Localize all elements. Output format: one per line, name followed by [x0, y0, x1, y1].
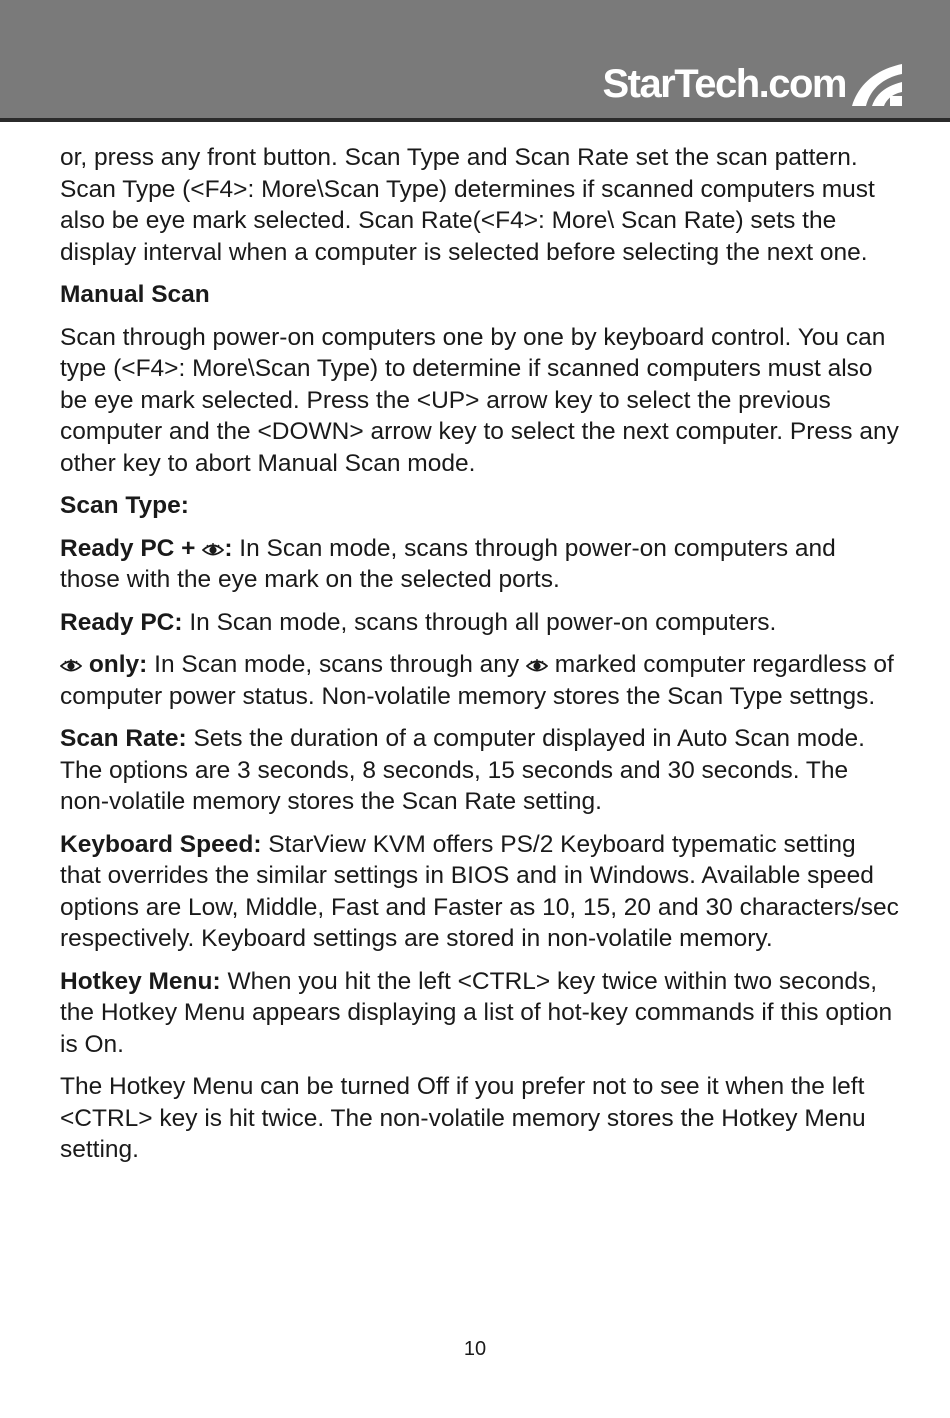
hotkey-menu-label: Hotkey Menu:: [60, 967, 221, 995]
keyboard-speed-paragraph: Keyboard Speed: StarView KVM offers PS/2 Keyboard typematic setting that overrides the similar settings in BIOS and in Windows. Available speed options are Low, Middle, Fast and Faster as 10, 15, 20 and 30 characters/sec respectively. Keyboard settings are stored in non-volatile memory.: [60, 830, 899, 952]
eye-only-label: only:: [60, 651, 147, 678]
ready-pc-eye-label: Ready PC + :: [60, 534, 233, 562]
scan-rate-label: Scan Rate:: [60, 725, 187, 752]
scan-rate-paragraph: Scan Rate: Sets the duration of a computer displayed in Auto Scan mode. The options are 3 seconds, 8 seconds, 15 seconds and 30 seconds. The non-volatile memory stores the Scan Rate setting.: [60, 725, 865, 815]
logo-text: StarTech.com: [602, 62, 846, 106]
logo-swoosh-icon: [848, 62, 904, 106]
ready-pc-eye-paragraph: Ready PC + : In Scan mode, scans through power-on computers and those with the eye mark on the selected ports.: [60, 534, 836, 593]
header-rule: [0, 118, 950, 122]
hotkey-menu-paragraph: Hotkey Menu: When you hit the left <CTRL> key twice within two seconds, the Hotkey Menu appears displaying a list of hot-key commands if this option is On.: [60, 967, 893, 1058]
page-content: [60, 142, 900, 1177]
hotkey-menu-off-paragraph: The Hotkey Menu can be turned Off if you prefer not to see it when the left <CTRL> key is hit twice. The non-volatile memory stores the Hotkey Menu setting.: [60, 1073, 866, 1163]
manual-scan-heading: Manual Scan: [60, 281, 210, 308]
eye-icon: [202, 543, 224, 557]
manual-scan-paragraph: Scan through power-on computers one by one by keyboard control. You can type (<F4>: More\Scan Type) to determine if scanned computers must also be eye mark selected. Press the <UP> arrow key to select the previous computer and the <DOWN> arrow key to select the next computer. Press any other key to abort Manual Scan mode.: [60, 323, 899, 477]
eye-icon: [60, 659, 82, 673]
scan-type-heading: Scan Type:: [60, 492, 189, 519]
ready-pc-paragraph: Ready PC: In Scan mode, scans through all power-on computers.: [60, 608, 777, 636]
keyboard-speed-label: Keyboard Speed:: [60, 830, 262, 858]
ready-pc-label: Ready PC:: [60, 608, 183, 636]
eye-icon: [526, 659, 548, 673]
intro-paragraph: or, press any front button. Scan Type and Scan Rate set the scan pattern. Scan Type (<F4>: More\Scan Type) determines if scanned computers must also be eye mark selected. Scan Rate(<F4>: More\ Scan Rate) sets the display interval when a computer is selected before selecting the next one.: [60, 144, 875, 266]
startech-logo: [602, 62, 904, 106]
eye-only-paragraph: only: In Scan mode, scans through any marked computer regardless of computer power status. Non-volatile memory stores the Scan Type settngs.: [60, 651, 894, 710]
page-number: 10: [463, 1338, 487, 1360]
page-header: [0, 0, 950, 118]
